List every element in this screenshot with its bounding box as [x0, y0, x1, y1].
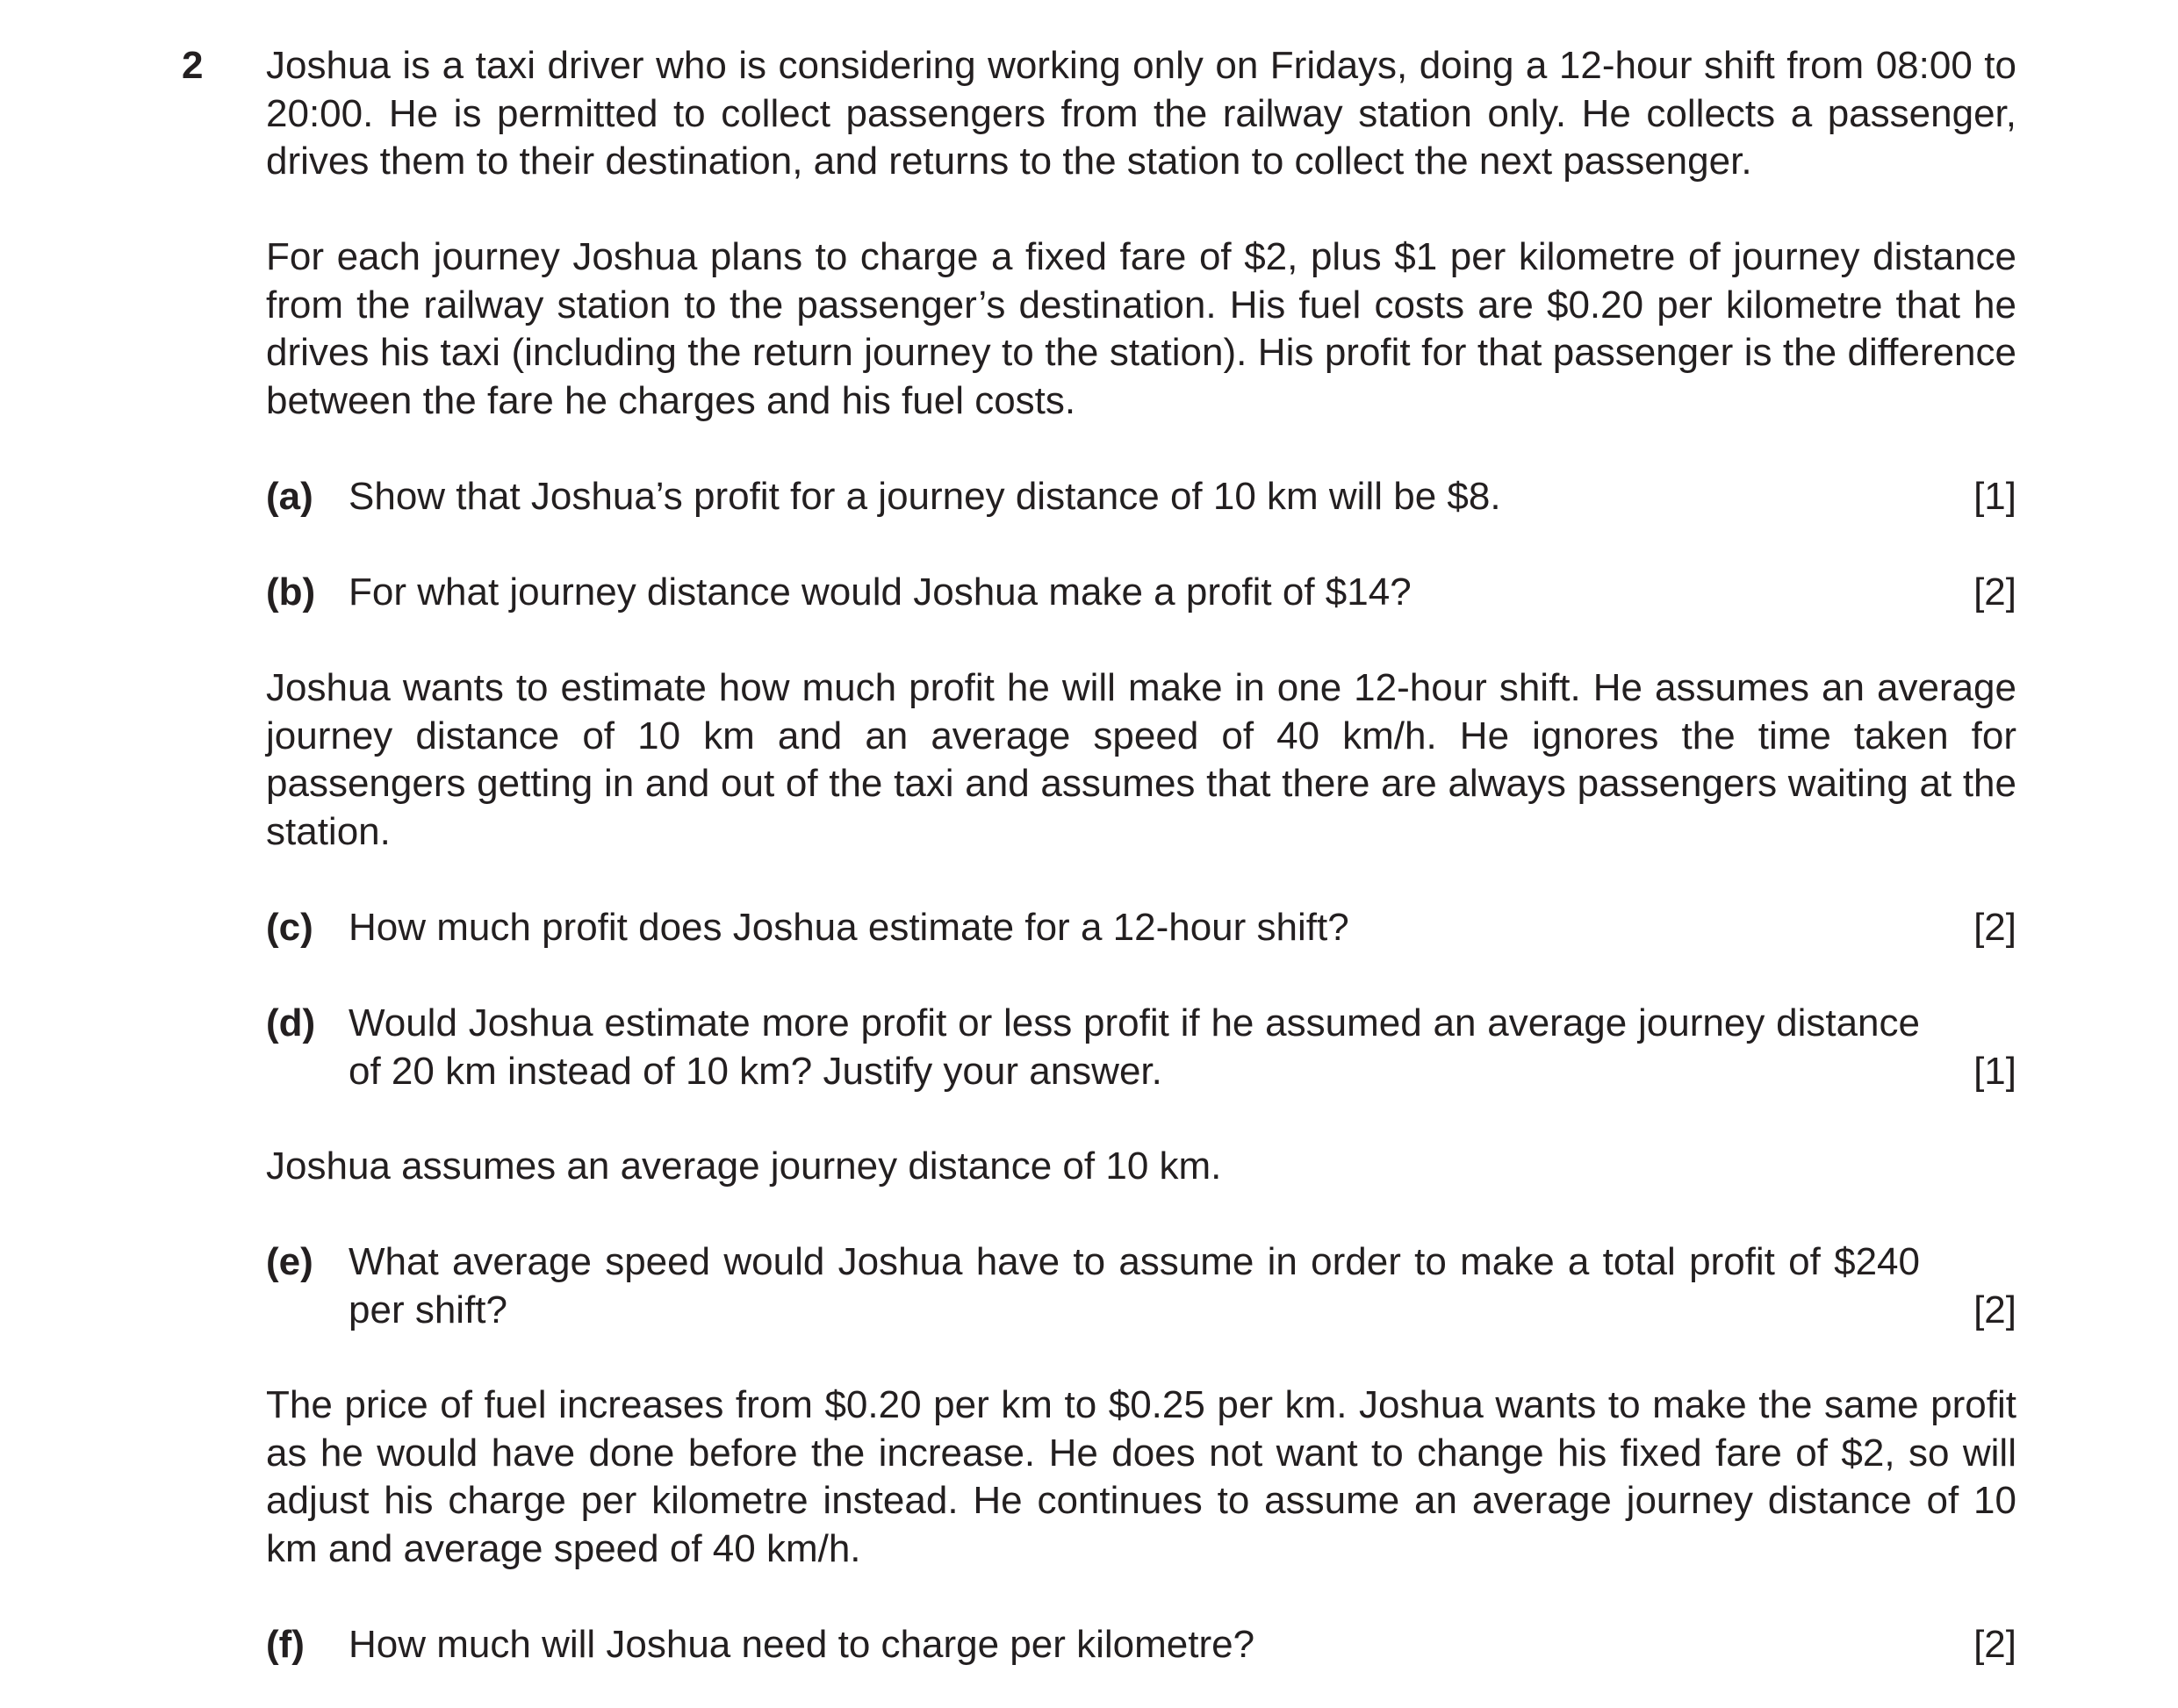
part-b-marks: [2]: [1973, 571, 2016, 614]
part-e-marks: [2]: [1973, 1288, 2016, 1331]
part-e: [266, 1238, 2016, 1334]
part-c-marks: [2]: [1973, 906, 2016, 949]
part-f: [266, 1621, 2016, 1669]
part-b: [266, 569, 2016, 617]
question-number: 2: [182, 44, 204, 87]
part-f-marks: [2]: [1973, 1623, 2016, 1666]
part-b-label: (b): [266, 571, 316, 614]
part-d-marks: [1]: [1973, 1049, 2016, 1093]
part-a-label: (a): [266, 475, 313, 518]
assumption-paragraph: Joshua assumes an average journey distance of 10 km.: [266, 1145, 1222, 1188]
intro-paragraph-2: For each journey Joshua plans to charge a fixed fare of $2, plus $1 per kilometre of journey distance from the railway station to the passenger’s destination. His fuel costs are $0.20 per kilometre that he drives his taxi (including the return journey to the station). His profit for that passenger is the difference between the fare he charges and his fuel costs.: [266, 235, 2016, 422]
part-e-text: What average speed would Joshua have to assume in order to make a total profit of $240 per shift?: [349, 1240, 1920, 1331]
intro-paragraph-1: Joshua is a taxi driver who is considering working only on Fridays, doing a 12-hour shift from 08:00 to 20:00. He is permitted to collect passengers from the railway station only. He collects a passenger, drives them to their destination, and returns to the station to collect the next passenger.: [266, 44, 2016, 183]
part-d-label: (d): [266, 1001, 316, 1044]
part-f-text: How much will Joshua need to charge per kilometre?: [349, 1623, 1255, 1666]
part-a: [266, 473, 2016, 521]
part-f-label: (f): [266, 1623, 305, 1666]
fuel-increase-paragraph: The price of fuel increases from $0.20 per km to $0.25 per km. Joshua wants to make the same profit as he would have done before the increase. He does not want to change his fixed fare of $2, so will adjust his charge per kilometre instead. He continues to assume an average journey distance of 10 km and average speed of 40 km/h.: [266, 1383, 2016, 1570]
part-c-label: (c): [266, 906, 313, 949]
part-a-marks: [1]: [1973, 475, 2016, 518]
part-a-text: Show that Joshua’s profit for a journey distance of 10 km will be $8.: [349, 475, 1501, 518]
part-b-text: For what journey distance would Joshua make a profit of $14?: [349, 571, 1412, 614]
estimate-paragraph: Joshua wants to estimate how much profit he will make in one 12-hour shift. He assumes an average journey distance of 10 km and an average speed of 40 km/h. He ignores the time taken for passengers getting in and out of the taxi and assumes that there are always passengers waiting at the station.: [266, 666, 2016, 853]
part-e-label: (e): [266, 1240, 313, 1283]
part-d: [266, 1000, 2016, 1095]
part-c: [266, 904, 2016, 952]
part-c-text: How much profit does Joshua estimate for a 12-hour shift?: [349, 906, 1349, 949]
part-d-text: Would Joshua estimate more profit or less profit if he assumed an average journey distance of 20 km instead of 10 km? Justify your answer.: [349, 1001, 1920, 1093]
